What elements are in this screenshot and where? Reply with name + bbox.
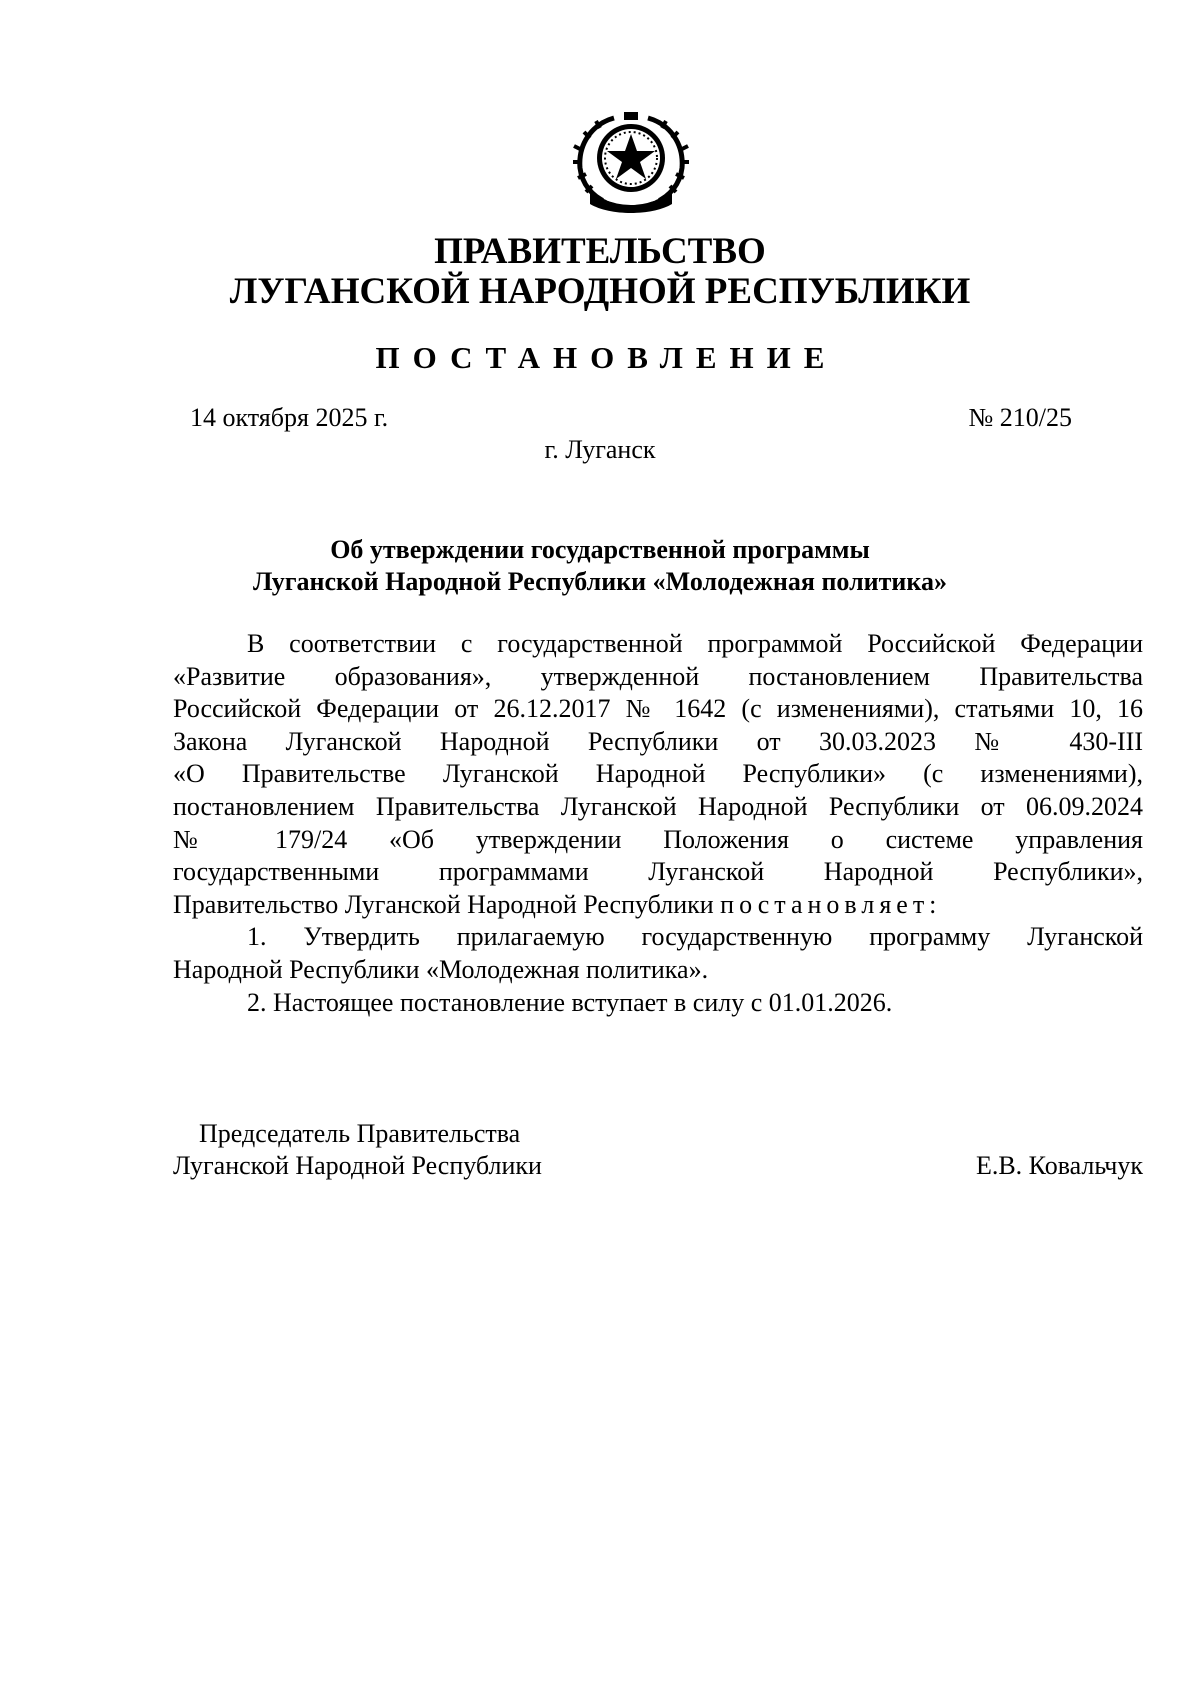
decree-word: постановляет: (720, 889, 942, 919)
government-title-line1: ПРАВИТЕЛЬСТВО (434, 231, 766, 272)
document-number: № 210/25 (968, 403, 1072, 432)
body-line: «Развитие образования», утвержденной постановлением Правительства (173, 661, 1143, 691)
coat-of-arms-emblem (570, 110, 692, 215)
body-line: «О Правительстве Луганской Народной Республики» (с изменениями), (173, 759, 1143, 789)
document-subject (0, 534, 1200, 598)
document-date: 14 октября 2025 г. (190, 403, 389, 432)
subject-line1: Об утверждении государственной программы (330, 535, 870, 564)
body-line: государственными программами Луганской Народной Республики», (173, 857, 1143, 887)
subject-line2: Луганской Народной Республики «Молодежная политика» (252, 567, 947, 596)
signatory-name: Е.В. Ковальчук (975, 1151, 1143, 1180)
body-line: постановлением Правительства Луганской Народной Республики от 06.09.2024 (173, 791, 1143, 821)
government-title-line2: ЛУГАНСКОЙ НАРОДНОЙ РЕСПУБЛИКИ (229, 271, 971, 312)
body-line: № 179/24 «Об утверждении Положения о системе управления (173, 824, 1143, 854)
body-line-decree (173, 889, 1143, 922)
signatory-title-line2: Луганской Народной Республики (173, 1151, 542, 1180)
body-line: 2. Настоящее постановление вступает в силу с 01.01.2026. (247, 987, 893, 1017)
body-line: Российской Федерации от 26.12.2017 № 1642 (с изменениями), статьями 10, 16 (173, 694, 1143, 724)
body-line: Народной Республики «Молодежная политика». (173, 954, 709, 984)
signatory-title-line1: Председатель Правительства (199, 1119, 521, 1148)
body-line: Закона Луганской Народной Республики от 30.03.2023 № 430-III (173, 726, 1143, 756)
body-line: 1. Утвердить прилагаемую государственную программу Луганской (247, 922, 1143, 952)
document-type-heading: ПОСТАНОВЛЕНИЕ (375, 340, 838, 375)
decree-subject: Правительство Луганской Народной Республики (173, 889, 714, 919)
document-city: г. Луганск (544, 435, 656, 464)
document-body (173, 628, 1143, 1019)
body-line: В соответствии с государственной программой Российской Федерации (247, 629, 1143, 658)
